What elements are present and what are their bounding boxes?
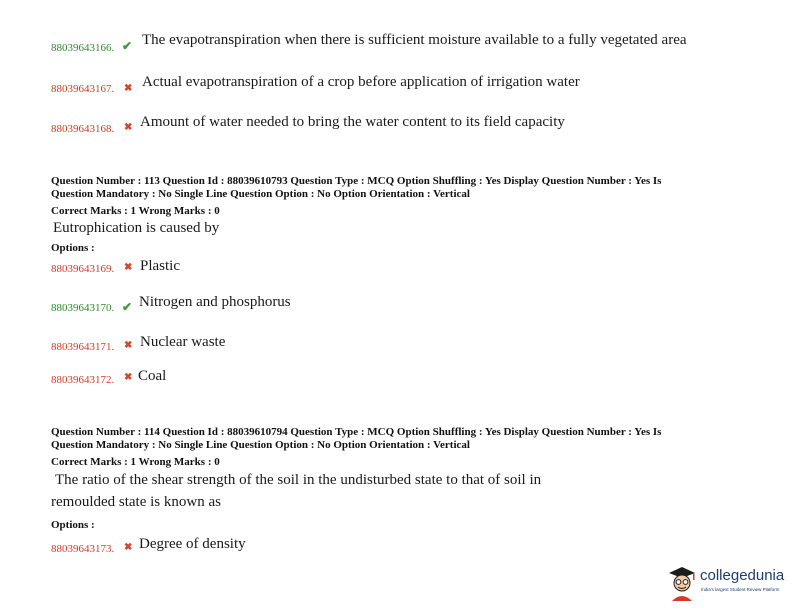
- option-id: 88039643168.: [51, 123, 115, 135]
- mascot-icon: [666, 565, 698, 601]
- collegedunia-logo: [666, 565, 788, 601]
- option-text: The evapotranspiration when there is sufficient moisture available to a fully vegetated area: [142, 32, 687, 48]
- question-header-line: Question Number : 114 Question Id : 88039610794 Question Type : MCQ Option Shuffling : Yes Display Question Number : Yes Is: [51, 426, 662, 438]
- cross-icon: ✖: [124, 340, 133, 351]
- option-id: 88039643172.: [51, 374, 115, 386]
- option-text: Nuclear waste: [140, 334, 226, 350]
- option-id: 88039643166.: [51, 42, 115, 54]
- cross-icon: ✖: [124, 542, 133, 553]
- question-marks: Correct Marks : 1 Wrong Marks : 0: [51, 456, 220, 468]
- question-marks: Correct Marks : 1 Wrong Marks : 0: [51, 205, 220, 217]
- option-text: Plastic: [140, 258, 180, 274]
- question-header-line: Question Mandatory : No Single Line Question Option : No Option Orientation : Vertical: [51, 439, 470, 451]
- question-text: remoulded state is known as: [51, 494, 221, 510]
- option-text: Coal: [138, 368, 167, 384]
- question-text: The ratio of the shear strength of the soil in the undisturbed state to that of soil in: [55, 472, 542, 488]
- check-icon: ✔: [122, 300, 133, 314]
- cross-icon: ✖: [124, 122, 133, 133]
- question-header-line: Question Mandatory : No Single Line Question Option : No Option Orientation : Vertical: [51, 188, 470, 200]
- option-text: Nitrogen and phosphorus: [139, 294, 291, 310]
- options-label: Options :: [51, 519, 95, 531]
- option-id: 88039643171.: [51, 341, 115, 353]
- cross-icon: ✖: [124, 83, 133, 94]
- question-header-line: Question Number : 113 Question Id : 88039610793 Question Type : MCQ Option Shuffling : Yes Display Question Number : Yes Is: [51, 175, 662, 187]
- option-id: 88039643167.: [51, 83, 115, 95]
- question-text: Eutrophication is caused by: [53, 220, 220, 236]
- cross-icon: ✖: [124, 262, 133, 273]
- logo-tagline: India's largest Student Review Platform: [701, 587, 780, 592]
- cross-icon: ✖: [124, 372, 133, 383]
- option-id: 88039643173.: [51, 543, 115, 555]
- check-icon: ✔: [122, 39, 133, 53]
- question-header: [51, 175, 741, 201]
- option-id: 88039643169.: [51, 263, 115, 275]
- option-text: Amount of water needed to bring the water content to its field capacity: [140, 114, 565, 130]
- options-label: Options :: [51, 242, 95, 254]
- option-id: 88039643170.: [51, 302, 115, 314]
- logo-wordmark: collegedunia: [700, 567, 785, 584]
- option-text: Actual evapotranspiration of a crop before application of irrigation water: [142, 74, 580, 90]
- option-text: Degree of density: [139, 536, 246, 552]
- question-header: [51, 426, 741, 452]
